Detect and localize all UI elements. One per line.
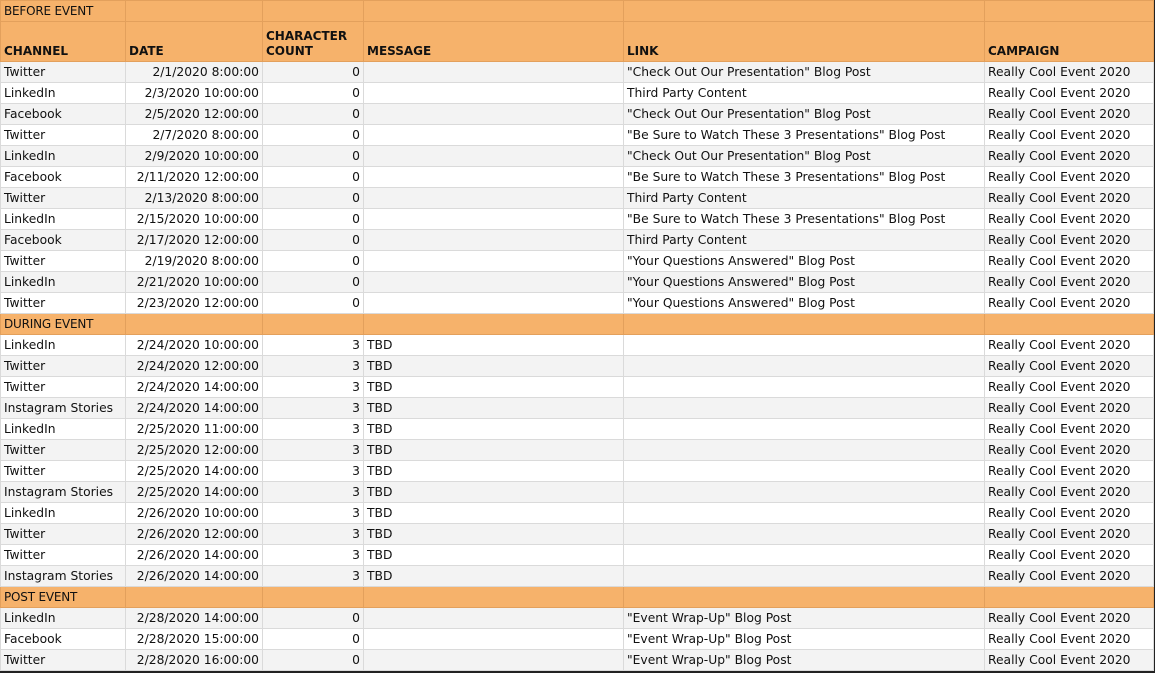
table-row [1, 293, 1154, 314]
link-cell[interactable]: Third Party Content [624, 230, 985, 251]
campaign-cell[interactable]: Really Cool Event 2020 [985, 125, 1154, 146]
column-header-date[interactable]: DATE [126, 22, 263, 62]
date-cell[interactable]: 2/26/2020 10:00:00 [126, 503, 263, 524]
character-count-cell[interactable]: 0 [263, 83, 364, 104]
link-cell[interactable] [624, 524, 985, 545]
table-row [1, 272, 1154, 293]
table-row [1, 482, 1154, 503]
link-cell[interactable] [624, 398, 985, 419]
character-count-cell[interactable]: 0 [263, 293, 364, 314]
message-cell[interactable]: TBD [364, 440, 624, 461]
message-cell[interactable]: TBD [364, 461, 624, 482]
message-cell[interactable] [364, 608, 624, 629]
message-cell[interactable]: TBD [364, 398, 624, 419]
link-cell[interactable] [624, 440, 985, 461]
campaign-cell[interactable]: Really Cool Event 2020 [985, 629, 1154, 650]
channel-cell[interactable]: LinkedIn [1, 272, 126, 293]
table-row [1, 461, 1154, 482]
column-header-channel[interactable]: CHANNEL [1, 22, 126, 62]
character-count-cell[interactable]: 3 [263, 440, 364, 461]
character-count-cell[interactable]: 0 [263, 146, 364, 167]
channel-cell[interactable]: Instagram Stories [1, 482, 126, 503]
channel-cell[interactable]: Twitter [1, 377, 126, 398]
message-cell[interactable] [364, 146, 624, 167]
link-cell[interactable] [624, 566, 985, 587]
date-cell[interactable]: 2/25/2020 12:00:00 [126, 440, 263, 461]
empty-cell[interactable] [624, 314, 985, 335]
empty-cell[interactable] [624, 1, 985, 22]
message-cell[interactable] [364, 83, 624, 104]
empty-cell[interactable] [985, 587, 1154, 608]
table-row [1, 104, 1154, 125]
message-cell[interactable] [364, 62, 624, 83]
message-cell[interactable]: TBD [364, 482, 624, 503]
link-cell[interactable]: "Event Wrap-Up" Blog Post [624, 629, 985, 650]
date-cell[interactable]: 2/26/2020 14:00:00 [126, 545, 263, 566]
link-cell[interactable] [624, 545, 985, 566]
date-cell[interactable]: 2/24/2020 14:00:00 [126, 398, 263, 419]
character-count-cell[interactable]: 3 [263, 419, 364, 440]
link-cell[interactable] [624, 419, 985, 440]
date-cell[interactable]: 2/28/2020 16:00:00 [126, 650, 263, 671]
date-cell[interactable]: 2/25/2020 11:00:00 [126, 419, 263, 440]
character-count-cell[interactable]: 3 [263, 377, 364, 398]
table-row [1, 629, 1154, 650]
table-row [1, 377, 1154, 398]
message-cell[interactable]: TBD [364, 377, 624, 398]
date-cell[interactable]: 2/7/2020 8:00:00 [126, 125, 263, 146]
campaign-cell[interactable]: Really Cool Event 2020 [985, 251, 1154, 272]
channel-cell[interactable]: Twitter [1, 440, 126, 461]
empty-cell[interactable] [364, 587, 624, 608]
date-cell[interactable]: 2/19/2020 8:00:00 [126, 251, 263, 272]
character-count-cell[interactable]: 3 [263, 335, 364, 356]
character-count-cell[interactable]: 0 [263, 272, 364, 293]
date-cell[interactable]: 2/17/2020 12:00:00 [126, 230, 263, 251]
campaign-cell[interactable]: Really Cool Event 2020 [985, 83, 1154, 104]
link-cell[interactable]: "Your Questions Answered" Blog Post [624, 293, 985, 314]
message-cell[interactable]: TBD [364, 503, 624, 524]
character-count-cell[interactable]: 0 [263, 125, 364, 146]
table-row [1, 503, 1154, 524]
table-row [1, 335, 1154, 356]
channel-cell[interactable]: Twitter [1, 62, 126, 83]
campaign-cell[interactable]: Really Cool Event 2020 [985, 293, 1154, 314]
date-cell[interactable]: 2/15/2020 10:00:00 [126, 209, 263, 230]
campaign-cell[interactable]: Really Cool Event 2020 [985, 377, 1154, 398]
message-cell[interactable] [364, 272, 624, 293]
link-cell[interactable] [624, 503, 985, 524]
campaign-cell[interactable]: Really Cool Event 2020 [985, 335, 1154, 356]
campaign-cell[interactable]: Really Cool Event 2020 [985, 167, 1154, 188]
channel-cell[interactable]: LinkedIn [1, 209, 126, 230]
message-cell[interactable] [364, 230, 624, 251]
column-header-campaign[interactable]: CAMPAIGN [985, 22, 1154, 62]
empty-cell[interactable] [126, 314, 263, 335]
message-cell[interactable] [364, 629, 624, 650]
table-row [1, 230, 1154, 251]
campaign-cell[interactable]: Really Cool Event 2020 [985, 62, 1154, 83]
campaign-cell[interactable]: Really Cool Event 2020 [985, 104, 1154, 125]
channel-cell[interactable]: Instagram Stories [1, 566, 126, 587]
channel-cell[interactable]: Facebook [1, 230, 126, 251]
link-cell[interactable]: "Check Out Our Presentation" Blog Post [624, 62, 985, 83]
empty-cell[interactable] [263, 587, 364, 608]
date-cell[interactable]: 2/24/2020 14:00:00 [126, 377, 263, 398]
empty-cell[interactable] [364, 314, 624, 335]
character-count-cell[interactable]: 3 [263, 545, 364, 566]
date-cell[interactable]: 2/5/2020 12:00:00 [126, 104, 263, 125]
message-cell[interactable] [364, 104, 624, 125]
campaign-cell[interactable]: Really Cool Event 2020 [985, 566, 1154, 587]
character-count-cell[interactable]: 0 [263, 104, 364, 125]
channel-cell[interactable]: LinkedIn [1, 335, 126, 356]
table-row [1, 545, 1154, 566]
character-count-cell[interactable]: 0 [263, 188, 364, 209]
table-row [1, 83, 1154, 104]
column-header-character-count[interactable]: CHARACTER COUNT [263, 22, 364, 62]
character-count-cell[interactable]: 0 [263, 230, 364, 251]
channel-cell[interactable]: LinkedIn [1, 83, 126, 104]
channel-cell[interactable]: Twitter [1, 356, 126, 377]
channel-cell[interactable]: Twitter [1, 293, 126, 314]
campaign-cell[interactable]: Really Cool Event 2020 [985, 524, 1154, 545]
date-cell[interactable]: 2/26/2020 14:00:00 [126, 566, 263, 587]
channel-cell[interactable]: Facebook [1, 167, 126, 188]
character-count-cell[interactable]: 3 [263, 482, 364, 503]
message-cell[interactable] [364, 251, 624, 272]
campaign-cell[interactable]: Really Cool Event 2020 [985, 482, 1154, 503]
character-count-cell[interactable]: 0 [263, 650, 364, 671]
channel-cell[interactable]: LinkedIn [1, 419, 126, 440]
character-count-cell[interactable]: 3 [263, 566, 364, 587]
channel-cell[interactable]: Instagram Stories [1, 398, 126, 419]
date-cell[interactable]: 2/24/2020 12:00:00 [126, 356, 263, 377]
message-cell[interactable] [364, 125, 624, 146]
table-row [1, 524, 1154, 545]
channel-cell[interactable]: Facebook [1, 629, 126, 650]
table-row [1, 62, 1154, 83]
date-cell[interactable]: 2/25/2020 14:00:00 [126, 461, 263, 482]
section-title[interactable]: POST EVENT [1, 587, 126, 608]
date-cell[interactable]: 2/9/2020 10:00:00 [126, 146, 263, 167]
date-cell[interactable]: 2/3/2020 10:00:00 [126, 83, 263, 104]
empty-cell[interactable] [985, 1, 1154, 22]
date-cell[interactable]: 2/23/2020 12:00:00 [126, 293, 263, 314]
section-header-row [1, 314, 1154, 335]
date-cell[interactable]: 2/1/2020 8:00:00 [126, 62, 263, 83]
channel-cell[interactable]: Facebook [1, 104, 126, 125]
campaign-cell[interactable]: Really Cool Event 2020 [985, 209, 1154, 230]
link-cell[interactable] [624, 356, 985, 377]
character-count-cell[interactable]: 3 [263, 524, 364, 545]
link-cell[interactable] [624, 461, 985, 482]
date-cell[interactable]: 2/28/2020 14:00:00 [126, 608, 263, 629]
campaign-cell[interactable]: Really Cool Event 2020 [985, 230, 1154, 251]
message-cell[interactable]: TBD [364, 566, 624, 587]
campaign-cell[interactable]: Really Cool Event 2020 [985, 608, 1154, 629]
channel-cell[interactable]: LinkedIn [1, 146, 126, 167]
table-row [1, 566, 1154, 587]
character-count-cell[interactable]: 0 [263, 62, 364, 83]
date-cell[interactable]: 2/28/2020 15:00:00 [126, 629, 263, 650]
empty-cell[interactable] [126, 587, 263, 608]
date-cell[interactable]: 2/24/2020 10:00:00 [126, 335, 263, 356]
link-cell[interactable] [624, 482, 985, 503]
link-cell[interactable]: "Your Questions Answered" Blog Post [624, 272, 985, 293]
link-cell[interactable]: "Check Out Our Presentation" Blog Post [624, 146, 985, 167]
campaign-cell[interactable]: Really Cool Event 2020 [985, 503, 1154, 524]
character-count-cell[interactable]: 3 [263, 503, 364, 524]
link-cell[interactable]: "Check Out Our Presentation" Blog Post [624, 104, 985, 125]
link-cell[interactable]: Third Party Content [624, 83, 985, 104]
section-header-row [1, 587, 1154, 608]
character-count-cell[interactable]: 0 [263, 251, 364, 272]
empty-cell[interactable] [126, 1, 263, 22]
table-row [1, 167, 1154, 188]
message-cell[interactable] [364, 209, 624, 230]
column-header-message[interactable]: MESSAGE [364, 22, 624, 62]
link-cell[interactable]: "Be Sure to Watch These 3 Presentations" Blog Post [624, 125, 985, 146]
link-cell[interactable]: "Event Wrap-Up" Blog Post [624, 608, 985, 629]
channel-cell[interactable]: Twitter [1, 461, 126, 482]
message-cell[interactable]: TBD [364, 335, 624, 356]
date-cell[interactable]: 2/25/2020 14:00:00 [126, 482, 263, 503]
empty-cell[interactable] [624, 587, 985, 608]
table-row [1, 608, 1154, 629]
table-row [1, 188, 1154, 209]
campaign-cell[interactable]: Really Cool Event 2020 [985, 419, 1154, 440]
empty-cell[interactable] [985, 314, 1154, 335]
column-header-row [1, 22, 1154, 62]
character-count-cell[interactable]: 3 [263, 356, 364, 377]
table-row [1, 356, 1154, 377]
channel-cell[interactable]: LinkedIn [1, 503, 126, 524]
link-cell[interactable] [624, 335, 985, 356]
table-row [1, 440, 1154, 461]
channel-cell[interactable]: Twitter [1, 125, 126, 146]
link-cell[interactable]: "Be Sure to Watch These 3 Presentations" Blog Post [624, 167, 985, 188]
table-row [1, 650, 1154, 671]
character-count-cell[interactable]: 0 [263, 209, 364, 230]
date-cell[interactable]: 2/13/2020 8:00:00 [126, 188, 263, 209]
table-row [1, 209, 1154, 230]
campaign-cell[interactable]: Really Cool Event 2020 [985, 545, 1154, 566]
character-count-cell[interactable]: 3 [263, 461, 364, 482]
campaign-cell[interactable]: Really Cool Event 2020 [985, 650, 1154, 671]
section-title[interactable]: BEFORE EVENT [1, 1, 126, 22]
message-cell[interactable] [364, 188, 624, 209]
message-cell[interactable]: TBD [364, 545, 624, 566]
campaign-cell[interactable]: Really Cool Event 2020 [985, 272, 1154, 293]
section-title[interactable]: DURING EVENT [1, 314, 126, 335]
campaign-cell[interactable]: Really Cool Event 2020 [985, 398, 1154, 419]
message-cell[interactable] [364, 293, 624, 314]
campaign-cell[interactable]: Really Cool Event 2020 [985, 188, 1154, 209]
channel-cell[interactable]: Twitter [1, 524, 126, 545]
message-cell[interactable]: TBD [364, 419, 624, 440]
date-cell[interactable]: 2/26/2020 12:00:00 [126, 524, 263, 545]
empty-cell[interactable] [263, 314, 364, 335]
date-cell[interactable]: 2/11/2020 12:00:00 [126, 167, 263, 188]
message-cell[interactable] [364, 167, 624, 188]
link-cell[interactable]: "Be Sure to Watch These 3 Presentations" Blog Post [624, 209, 985, 230]
campaign-cell[interactable]: Really Cool Event 2020 [985, 440, 1154, 461]
table-row [1, 146, 1154, 167]
column-header-link[interactable]: LINK [624, 22, 985, 62]
table-row [1, 251, 1154, 272]
channel-cell[interactable]: Twitter [1, 251, 126, 272]
channel-cell[interactable]: Twitter [1, 650, 126, 671]
channel-cell[interactable]: LinkedIn [1, 608, 126, 629]
campaign-cell[interactable]: Really Cool Event 2020 [985, 461, 1154, 482]
character-count-cell[interactable]: 0 [263, 629, 364, 650]
character-count-cell[interactable]: 0 [263, 608, 364, 629]
character-count-cell[interactable]: 0 [263, 167, 364, 188]
section-header-row [1, 1, 1154, 22]
message-cell[interactable]: TBD [364, 524, 624, 545]
table-row [1, 419, 1154, 440]
empty-cell[interactable] [364, 1, 624, 22]
table-row [1, 125, 1154, 146]
channel-cell[interactable]: Twitter [1, 188, 126, 209]
channel-cell[interactable]: Twitter [1, 545, 126, 566]
campaign-cell[interactable]: Really Cool Event 2020 [985, 356, 1154, 377]
empty-cell[interactable] [263, 1, 364, 22]
message-cell[interactable]: TBD [364, 356, 624, 377]
link-cell[interactable]: "Event Wrap-Up" Blog Post [624, 650, 985, 671]
date-cell[interactable]: 2/21/2020 10:00:00 [126, 272, 263, 293]
campaign-cell[interactable]: Really Cool Event 2020 [985, 146, 1154, 167]
link-cell[interactable]: "Your Questions Answered" Blog Post [624, 251, 985, 272]
link-cell[interactable] [624, 377, 985, 398]
character-count-cell[interactable]: 3 [263, 398, 364, 419]
link-cell[interactable]: Third Party Content [624, 188, 985, 209]
message-cell[interactable] [364, 650, 624, 671]
table-row [1, 398, 1154, 419]
